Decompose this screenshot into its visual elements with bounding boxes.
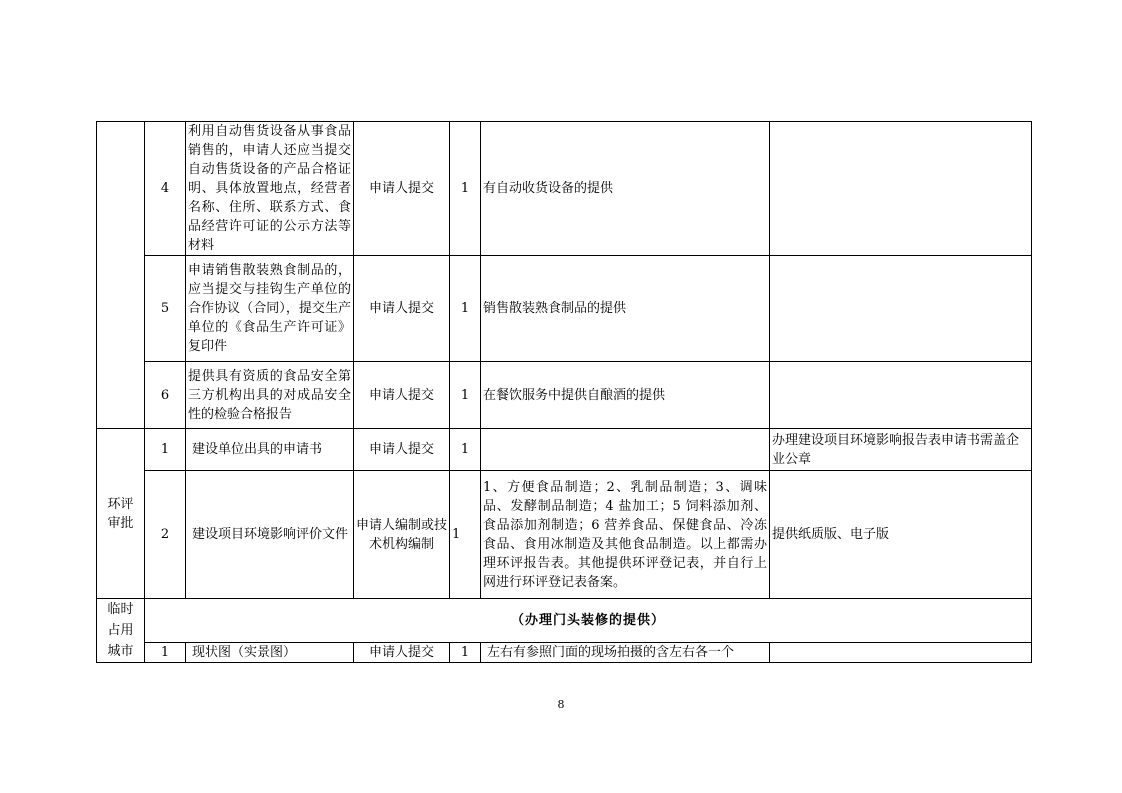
category-label-line: 占用 (107, 623, 134, 638)
source-cell: 申请人提交 (354, 429, 450, 471)
requirement-cell: 左右有参照门面的现场拍摄的含左右各一个 (481, 643, 770, 663)
source-cell: 申请人提交 (354, 362, 450, 429)
category-huanping-cell (97, 429, 145, 599)
table-row (97, 362, 1032, 429)
materials-table (96, 121, 1032, 663)
material-cell: 现状图（实景图） (186, 643, 354, 663)
count-cell: 1 (450, 429, 481, 471)
requirement-cell: 1、方便食品制造；2、乳制品制造；3、调味品、发酵制品制造；4 盐加工；5 饲料添加剂、食品添加剂制造；6 营养食品、保健食品、冷冻食品、食用冰制造及其他食品制造。以上都需办理环评报告表。其他提供环评登记表，并自行上网进行环评登记表备案。 (481, 471, 770, 599)
note-cell (770, 122, 1032, 256)
note-cell: 办理建设项目环境影响报告表申请书需盖企业公章 (770, 429, 1032, 471)
requirement-cell: 在餐饮服务中提供自酿酒的提供 (481, 362, 770, 429)
table-row (97, 122, 1032, 256)
source-cell: 申请人提交 (354, 122, 450, 256)
table-row (97, 429, 1032, 471)
row-number: 2 (145, 471, 186, 599)
page-number: 8 (557, 698, 565, 711)
row-number: 4 (145, 122, 186, 256)
category-label-line: 审批 (107, 515, 134, 531)
row-number: 6 (145, 362, 186, 429)
requirement-cell: 有自动收货设备的提供 (481, 122, 770, 256)
section-banner: （办理门头装修的提供） (145, 599, 1032, 643)
category-cell-empty (97, 122, 145, 429)
note-cell (770, 256, 1032, 362)
category-linshi-cell (97, 599, 145, 663)
row-number: 5 (145, 256, 186, 362)
material-cell: 申请销售散装熟食制品的，应当提交与挂钩生产单位的合作协议（合同），提交生产单位的《食品生产许可证》复印件 (186, 256, 354, 362)
table-row (97, 643, 1032, 663)
row-number: 1 (145, 643, 186, 663)
source-cell: 申请人编制或技术机构编制 (354, 471, 450, 599)
source-cell: 申请人提交 (354, 256, 450, 362)
count-cell: 1 (450, 122, 481, 256)
table-row (97, 599, 1032, 643)
material-cell: 建设单位出具的申请书 (186, 429, 354, 471)
requirement-cell: 销售散装熟食制品的提供 (481, 256, 770, 362)
count-cell: 1 (450, 643, 481, 663)
count-cell: 1 (450, 256, 481, 362)
category-label-line: 城市 (107, 644, 134, 659)
material-cell: 提供具有资质的食品安全第三方机构出具的对成品安全性的检验合格报告 (186, 362, 354, 429)
table-row (97, 256, 1032, 362)
count-cell: 1 (450, 362, 481, 429)
material-cell: 建设项目环境影响评价文件 (186, 471, 354, 599)
requirement-cell (481, 429, 770, 471)
note-cell: 提供纸质版、电子版 (770, 471, 1032, 599)
count-cell: 1 (450, 471, 481, 599)
source-cell: 申请人提交 (354, 643, 450, 663)
category-label-line: 环评 (107, 496, 134, 512)
note-cell (770, 643, 1032, 663)
table-row (97, 471, 1032, 599)
category-label-line: 临时 (107, 602, 134, 617)
note-cell (770, 362, 1032, 429)
material-cell: 利用自动售货设备从事食品销售的，申请人还应当提交自动售货设备的产品合格证明、具体放置地点，经营者名称、住所、联系方式、食品经营许可证的公示方法等材料 (186, 122, 354, 256)
row-number: 1 (145, 429, 186, 471)
